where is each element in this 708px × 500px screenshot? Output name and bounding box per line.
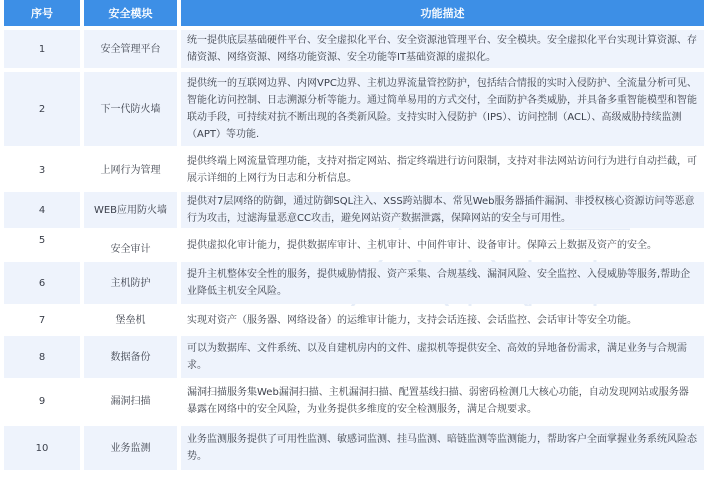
row-no: 5 xyxy=(4,230,80,260)
row-module: 业务监测 xyxy=(84,426,177,470)
row-desc: 业务监测服务提供了可用性监测、敏感词监测、挂马监测、暗链监测等监测能力，帮助客户全面掌握业务系统风险态势。 xyxy=(181,426,704,470)
row-desc: 提供终端上网流量管理功能，支持对指定网站、指定终端进行访问限制，支持对非法网站访问行为进行自动拦截，可展示详细的上网行为日志和分析信息。 xyxy=(181,150,704,190)
row-desc: 提供统一的互联网边界、内网VPC边界、主机边界流量管控防护，包括结合情报的实时入侵防护、全流量分析可见、智能化访问控制、日志溯源分析等能力。通过简单易用的方式交付，全面防护各类威胁，并具备多重智能模型和智能联动手段，可持续对抗不断出现的各类新风险。支持实时入侵防护（IPS）、访问控制（ACL）、高级威胁持续监测（APT）等功能. xyxy=(181,72,704,146)
header-desc: 功能描述 xyxy=(181,0,704,26)
table-row xyxy=(4,304,704,334)
table-row xyxy=(4,260,704,304)
row-module: 上网行为管理 xyxy=(84,150,177,190)
header-module: 安全模块 xyxy=(84,0,177,26)
row-no: 2 xyxy=(4,72,80,146)
row-module: 安全管理平台 xyxy=(84,30,177,68)
row-no: 7 xyxy=(4,306,80,334)
row-module: 主机防护 xyxy=(84,262,177,304)
row-module: 下一代防火墙 xyxy=(84,72,177,146)
header-no: 序号 xyxy=(4,0,80,26)
table-row xyxy=(4,422,704,470)
table-header-row xyxy=(4,0,704,26)
row-module: 安全审计 xyxy=(84,230,177,260)
row-module: 堡垒机 xyxy=(84,306,177,334)
row-desc: 可以为数据库、文件系统、以及自建机房内的文件、虚拟机等提供安全、高效的异地备份需求，满足业务与合规需求。 xyxy=(181,336,704,378)
row-desc: 统一提供底层基础硬件平台、安全虚拟化平台、安全资源池管理平台、安全模块。安全虚拟化平台实现计算资源、存储资源、网络资源、网络功能资源、安全功能等IT基础资源的虚拟化。 xyxy=(181,30,704,68)
table-row xyxy=(4,146,704,190)
row-desc: 提升主机整体安全性的服务，提供威胁情报、资产采集、合规基线、漏洞风险、安全监控、入侵威胁等服务,帮助企业降低主机安全风险。 xyxy=(181,262,704,304)
row-no: 8 xyxy=(4,336,80,378)
row-no: 1 xyxy=(4,30,80,68)
table-row xyxy=(4,190,704,228)
table-row xyxy=(4,334,704,378)
row-no: 10 xyxy=(4,426,80,470)
table-row xyxy=(4,378,704,422)
row-no: 4 xyxy=(4,192,80,228)
table-row xyxy=(4,26,704,68)
row-module: 漏洞扫描 xyxy=(84,380,177,422)
row-no: 6 xyxy=(4,262,80,304)
row-module: 数据备份 xyxy=(84,336,177,378)
table-row xyxy=(4,68,704,146)
row-no: 9 xyxy=(4,380,80,422)
row-module: WEB应用防火墙 xyxy=(84,192,177,228)
table-row xyxy=(4,228,704,260)
row-desc: 提供虚拟化审计能力，提供数据库审计、主机审计、中间件审计、设备审计。保障云上数据及资产的安全。 xyxy=(181,230,704,260)
row-desc: 漏洞扫描服务集Web漏洞扫描、主机漏洞扫描、配置基线扫描、弱密码检测几大核心功能，自动发现网站或服务器暴露在网络中的安全风险，为业务提供多维度的安全检测服务，满足合规要求。 xyxy=(181,380,704,422)
row-desc: 提供对7层网络的防御，通过防御SQL注入、XSS跨站脚本、常见Web服务器插件漏洞、非授权核心资源访问等恶意行为攻击，过滤海量恶意CC攻击，避免网站资产数据泄露，保障网站的安全与可用性。 xyxy=(181,192,704,228)
row-no: 3 xyxy=(4,150,80,190)
row-desc: 实现对资产（服务器、网络设备）的运维审计能力，支持会话连接、会话监控、会话审计等安全功能。 xyxy=(181,306,704,334)
